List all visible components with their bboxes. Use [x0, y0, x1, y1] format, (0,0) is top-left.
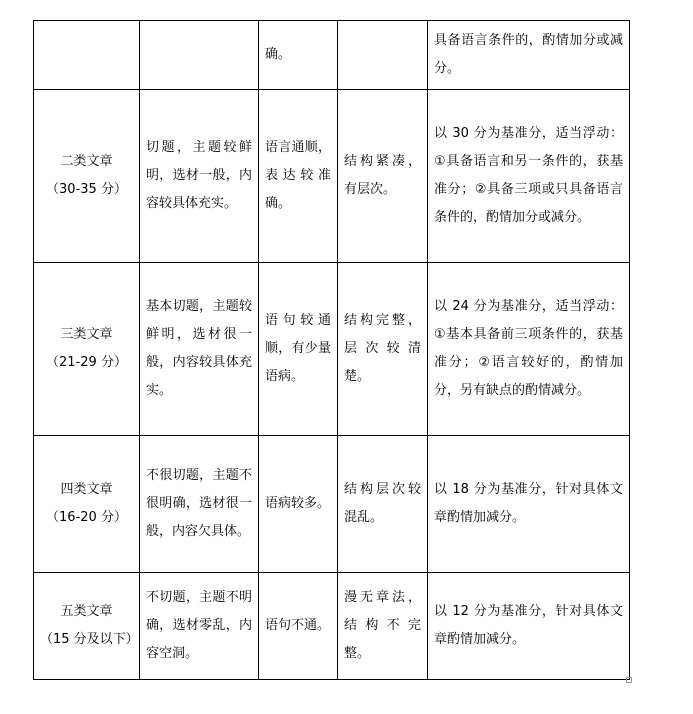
- content-cell: 不很切题，主题不很明确，选材很一般，内容欠具体。: [140, 436, 259, 573]
- scoring-cell: 以 12 分为基准分，针对具体文章酌情加减分。: [428, 573, 630, 680]
- table-row: [34, 21, 630, 90]
- scoring-cell: 以 30 分为基准分，适当浮动：①具备语言和另一条件的，获基准分；②具备三项或只具备语言条件的，酌情加分或减分。: [428, 90, 630, 263]
- category-label: 四类文章: [60, 482, 113, 497]
- scoring-cell: 具备语言条件的，酌情加分或减分。: [428, 21, 630, 90]
- category-cell: [34, 263, 140, 436]
- category-label: 五类文章: [60, 604, 113, 619]
- content-cell: 切题，主题较鲜明，选材一般，内容较具体充实。: [140, 90, 259, 263]
- language-cell: 语句较通顺，有少量语病。: [259, 263, 338, 436]
- content-cell: 不切题，主题不明确，选材零乱，内容空洞。: [140, 573, 259, 680]
- scoring-cell: 以 18 分为基准分，针对具体文章酌情加减分。: [428, 436, 630, 573]
- structure-cell: 结构完整，层次较清楚。: [338, 263, 428, 436]
- grading-table: [33, 20, 630, 680]
- category-label: 二类文章: [60, 154, 113, 169]
- category-cell: [34, 90, 140, 263]
- language-cell: 确。: [259, 21, 338, 90]
- score-range-label: （15 分及以下）: [40, 632, 139, 647]
- score-range-label: （16-20 分）: [46, 510, 127, 525]
- language-cell: 语病较多。: [259, 436, 338, 573]
- structure-cell: [338, 21, 428, 90]
- content-cell: [140, 21, 259, 90]
- language-cell: 语句不通。: [259, 573, 338, 680]
- category-cell: [34, 436, 140, 573]
- score-range-label: （21-29 分）: [46, 355, 127, 370]
- table-row: [34, 573, 630, 680]
- scoring-cell: 以 24 分为基准分，适当浮动：①基本具备前三项条件的，获基准分；②语言较好的，酌情加分，另有缺点的酌情减分。: [428, 263, 630, 436]
- score-range-label: （30-35 分）: [46, 182, 127, 197]
- structure-cell: 漫无章法，结构不完整。: [338, 573, 428, 680]
- structure-cell: 结构层次较混乱。: [338, 436, 428, 573]
- table-resize-handle[interactable]: [626, 677, 632, 683]
- category-cell: [34, 21, 140, 90]
- table-row: [34, 436, 630, 573]
- table-row: [34, 263, 630, 436]
- category-label: 三类文章: [60, 327, 113, 342]
- structure-cell: 结构紧凑，有层次。: [338, 90, 428, 263]
- content-cell: 基本切题，主题较鲜明，选材很一般，内容较具体充实。: [140, 263, 259, 436]
- category-cell: [34, 573, 140, 680]
- table-row: [34, 90, 630, 263]
- language-cell: 语言通顺，表达较准确。: [259, 90, 338, 263]
